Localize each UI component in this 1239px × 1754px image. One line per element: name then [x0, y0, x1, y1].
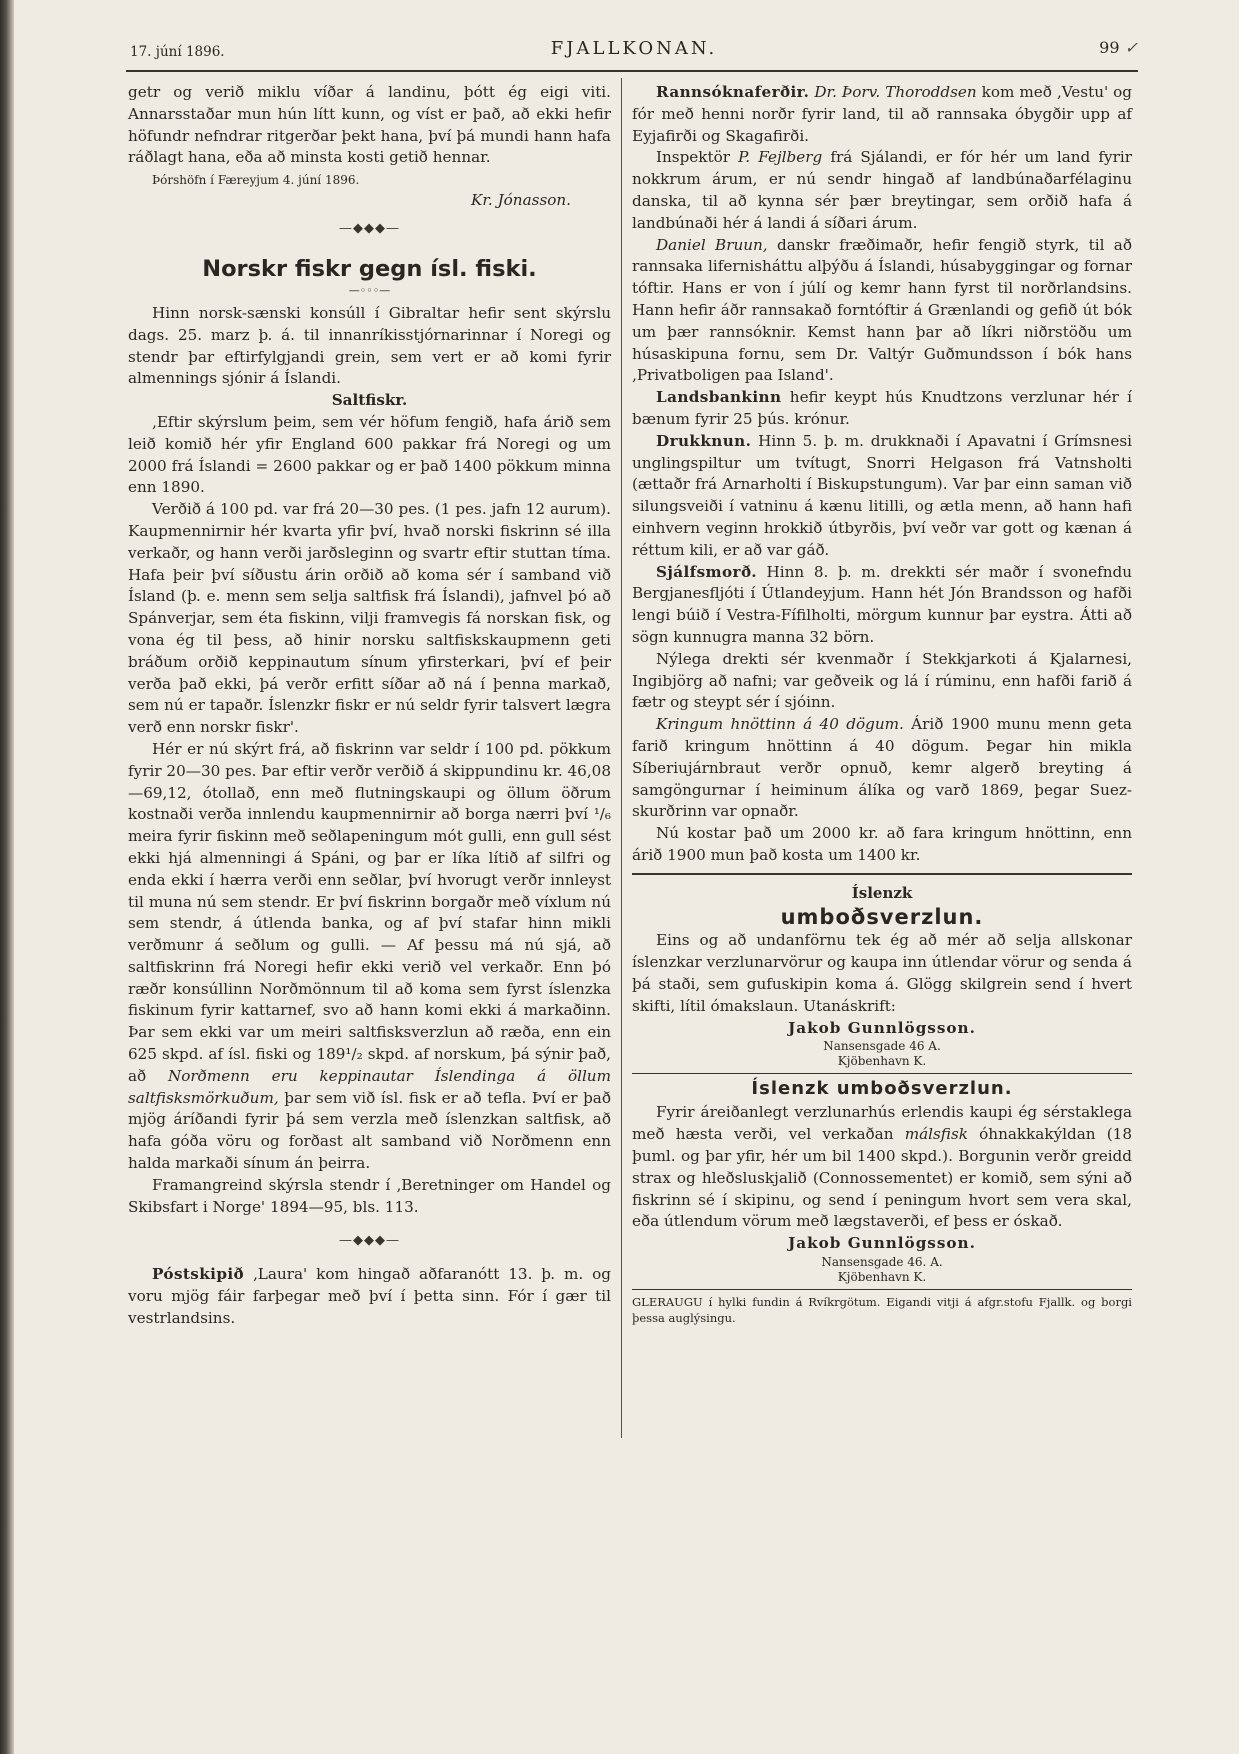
text-run: ‚Laura' kom hingað aðfaranótt 13. þ. m. og voru mjög fáir farþegar með því í þetta sinn. Fór í gær til vestrlandsins. — [128, 1265, 611, 1328]
ad-rule — [632, 873, 1132, 875]
title-ornament: —◦◦◦— — [348, 283, 391, 297]
text-run: þar sem við ísl. fisk er að tefla. Því er það mjög áríðandi fyrir þá sem verzla með íslenzkan saltfisk, að hafa góða vöru og forðast alt samband við Norðmenn enn halda markaði sínum án þeirra. — [128, 1088, 611, 1173]
paragraph — [128, 1264, 611, 1329]
signature: Kr. Jónasson. — [470, 191, 571, 210]
ad-rule — [632, 1289, 1132, 1290]
text-run: danskr fræðimaðr, hefir fengið styrk, til að rannsaka lifernisháttu alþýðu á Íslandi, húsabyggingar og fornar tóftir. Hans er von í júlí og kemr hann fyrst til norðrlandsins. Hann hefir áðr rannsakað forntóftir á Grænlandi og gefið út bók um þær rannsóknir. Kemst hann þar að líkri niðrstöðu um húsaskipuna fornu, sem Dr. Valtýr Guðmundsson í bók hans ‚Privatboligen paa Island'. — [632, 235, 1132, 385]
ad-rule — [632, 1073, 1132, 1074]
lead-word: Rannsóknaferðir. — [656, 83, 810, 101]
classified-notice: GLERAUGU í hylki fundin á Rvíkrgötum. Eigandi vitji á afgr.stofu Fjallk. og borgi þessa auglýsingu. — [632, 1295, 1132, 1326]
check-mark-icon: ✓ — [1124, 38, 1138, 57]
italic-run: Dr. Þorv. Thoroddsen — [809, 83, 977, 101]
dateline: Þórshöfn í Færeyjum 4. júní 1896. — [152, 173, 360, 188]
text-run: Árið 1900 munu menn geta farið kringum hnöttinn á 40 dögum. Þegar hin mikla Síberiujárnbraut verðr opnuð, kemr algerð breyting á samgöngurnar í heiminum álíka og varð 1869, þegar Suez-skurðrinn var opnaðr. — [632, 715, 1132, 821]
lead-word: Póstskipið — [152, 1265, 245, 1284]
paragraph — [632, 387, 1132, 431]
text-run: frá Sjálandi, er fór hér um land fyrir nokkrum árum, er nú sendr hingað af landbúnaðarfélaginu danska, til að kynna sér þær breytingar, sem orðið hafa á landbúnaði hér á landi á síðari árum. — [632, 148, 1132, 232]
advertisement — [632, 883, 1132, 1070]
header-rule — [126, 70, 1138, 72]
paragraph — [632, 235, 1132, 388]
paragraph — [632, 714, 1132, 823]
ad-address: Nansensgade 46. A. — [821, 1255, 943, 1270]
ad-body: Eins og að undanförnu tek ég að mér að selja allskonar íslenzkar verzlunarvörur og kaupa inn útlendar vörur og senda á þá staði, sem gufuskipin koma á. Glögg skilgrein send í hvert skifti, lítil ómakslaun. Utanáskrift: — [632, 931, 1132, 1015]
italic-run: málsfisk — [904, 1125, 968, 1144]
italic-run: P. Fejlberg — [738, 148, 823, 167]
column-divider — [621, 78, 622, 1438]
paragraph: Nýlega drekti sér kvenmaðr í Stekkjarkoti á Kjalarnesi, Ingibjörg að nafni; var geðveik og lá í rúminu, enn hafði farið á fætr og steypt sér í sjóinn. — [632, 649, 1132, 712]
ad-address: Kjöbenhavn K. — [837, 1054, 927, 1069]
ad-title: Íslenzk umboðsverzlun. — [751, 1078, 1013, 1100]
paragraph — [632, 431, 1132, 562]
ad-title: Íslenzk — [851, 883, 913, 902]
text-run: Hinn 5. þ. m. drukknaði í Apavatni í Grímsnesi unglingspiltur um tvítugt, Snorri Helgason frá Vatnsholti (ættaðr frá Arnarholti í Biskupstungum). Var þar einn saman við silungsveiði í vatninu á kænu litilli, og ætla menn, að hann hafi einhvern veginn hrokkið útbyrðis, því veðr var gott og kænan á réttum kili, er að var gáð. — [632, 431, 1132, 559]
paragraph: Verðið á 100 pd. var frá 20—30 pes. (1 pes. jafn 12 aurum). Kaupmennirnir hér kvarta yfir því, hvað norski fiskrinn sé illa verkaðr, og hann verði jarðsleginn og svartr eftir stuttan tíma. Hafa þeir því síðustu árin orðið að koma sér í samband við Ísland (þ. e. menn sem selja saltfisk frá Íslandi), jafnvel þó að Spánverjar, sem éta fiskinn, vilji framvegis fá norskan fisk, og vona ég til þess, að hinir norsku saltfiskskaupmenn geti bráðum orðið keppinautum sínum yfirsterkari, því ef þeir verða það ekki, þá verðr erfitt síðar að ná í þenna markað, sem nú er tapaðr. Íslenzkr fiskr er nú seldr fyrir talsvert lægra verð enn norskr fiskr'. — [128, 500, 611, 737]
issue-date: 17. júní 1896. — [130, 44, 225, 60]
left-column — [128, 82, 611, 1330]
italic-run: Daniel Bruun, — [656, 235, 768, 254]
paragraph: getr og verið miklu víðar á landinu, þótt ég eigi viti. Annarsstaðar mun hún lítt kunn, og víst er það, að ekki hefir höfundr nefndrar ritgerðar þekt hana, því þá mundi hann hafa ráðlagt hana, eða að minsta kosti getið hennar. — [128, 83, 611, 167]
lead-word: Sjálfsmorð. — [656, 562, 757, 581]
paragraph: Hinn norsk-sænski konsúll í Gibraltar hefir sent skýrslu dags. 25. marz þ. á. til innanríkisstjórnarinnar í Noregi og stendr þar eftirfylgjandi grein, sem vert er að komi fyrir almennings sjónir á Íslandi. — [128, 303, 611, 388]
advertisement — [632, 1076, 1132, 1285]
right-column — [632, 82, 1132, 1326]
page-header — [130, 38, 1138, 66]
ad-address: Nansensgade 46 A. — [823, 1039, 941, 1054]
italic-run: Kringum hnöttinn á 40 dögum. — [656, 715, 904, 734]
ad-address: Kjöbenhavn K. — [837, 1270, 927, 1285]
page-edge — [0, 0, 14, 1754]
ad-title: umboðsverzlun. — [780, 905, 984, 930]
ad-signature: Jakob Gunnlögsson. — [788, 1234, 976, 1253]
text-run: óhnakkakýldan (18 þuml. og þar yfir, hér um bil 1400 skpd.). Borgunin verðr greidd strax og hleðsluskjalið (Connossementet) er komið, sem sýni að fiskrinn sé í skipinu, og send í peningum hvort sem vera skal, eða útlendum vörum með lægstaverði, ef þess er óskað. — [632, 1125, 1133, 1231]
paragraph — [632, 82, 1132, 147]
italic-run: Norðmenn eru keppinautar Íslendinga á öllum saltfisksmörkuðum, — [128, 1066, 611, 1107]
ornament-divider: —◆◆◆— — [339, 220, 400, 236]
text-run: Inspektör — [656, 148, 739, 167]
paragraph: Nú kostar það um 2000 kr. að fara kringum hnöttinn, enn árið 1900 mun það kosta um 1400 kr. — [632, 824, 1132, 864]
page-number — [1099, 38, 1138, 57]
ornament-divider: —◆◆◆— — [339, 1233, 400, 1249]
paragraph — [128, 739, 611, 1175]
subheading: Saltfiskr. — [331, 391, 408, 410]
paragraph — [632, 562, 1132, 649]
text-run: hefir keypt hús Knudtzons verzlunar hér í bænum fyrir 25 þús. krónur. — [632, 388, 1132, 428]
text-run: Hér er nú skýrt frá, að fiskrinn var seldr í 100 pd. pökkum fyrir 20—30 pes. Þar eftir verðr verðið á skippundinu kr. 46,08—69,12, ótollað, enn með flutningskaupi og öllum öðrum kostnaði verða innlendu kaupmennirnir að borga nærri því ¹/₆ meira fyrir fiskinn með seðlapeningum mót gulli, enn gull sést ekki hjá almenningi á Spáni, og þar er líka lítið af silfri og enda ekki í hærra verði enn seðlar, því hvorugt verðr innleyst til muna nú sem stendr. Er því fiskrinn borgaðr með víxlum nú sem stendr, á útlenda banka, og af því stafar hinn mikli verðmunr á seðlum og gulli. — Af þessu má nú sjá, að saltfiskrinn frá Noregi hefir ekki verið vel verkaðr. Enn þó ræðr konsúllinn Norðmönnum til að koma sem fyrst íslenzka fiskinum fyrir kattarnef, svo að hann komi ekki á markaðinn. Þar sem ekki var um meiri saltfisksverzlun að ræða, enn ein 625 skpd. af ísl. fiski og 189¹/₂ skpd. af norskum, þá sýnir það, að — [128, 739, 611, 1085]
ad-signature: Jakob Gunnlögsson. — [788, 1018, 976, 1037]
paragraph: Framangreind skýrsla stendr í ‚Beretninger om Handel og Skibsfart i Norge' 1894—95, bls. 113. — [128, 1175, 611, 1216]
paragraph — [632, 147, 1132, 234]
article-title: Norskr fiskr gegn ísl. fiski. — [202, 255, 537, 282]
masthead-title: FJALLKONAN. — [550, 38, 718, 59]
lead-word: Drukknun. — [656, 431, 752, 450]
paragraph: ‚Eftir skýrslum þeim, sem vér höfum fengið, hafa árið sem leið komið hér yfir England 600 pakkar frá Noregi og um 2000 frá Íslandi = 2600 pakkar og er það 1400 pökkum minna enn 1890. — [128, 412, 611, 497]
page-number-value: 99 — [1099, 38, 1120, 57]
text-run: kom með ‚Vestu' og fór með henni norðr fyrir land, til að rannsaka óbygðir upp af Eyjafirði og Skagafirði. — [632, 83, 1132, 145]
lead-word: Landsbankinn — [656, 388, 782, 407]
ad-body — [632, 1102, 1132, 1233]
text-run: Fyrir áreiðanlegt verzlunarhús erlendis kaupi ég sérstaklega með hæsta verði, vel verkaðan — [632, 1103, 1132, 1144]
text-run: Hinn 8. þ. m. drekkti sér maðr í svonefndu Bergjanesfljóti í Útlandeyjum. Hann hét Jón Brandsson og hafði lengi búið í Vestra-Fífilholti, mörgum kunnur þar eystra. Átti að sögn kunnugra manna 32 börn. — [632, 562, 1132, 646]
